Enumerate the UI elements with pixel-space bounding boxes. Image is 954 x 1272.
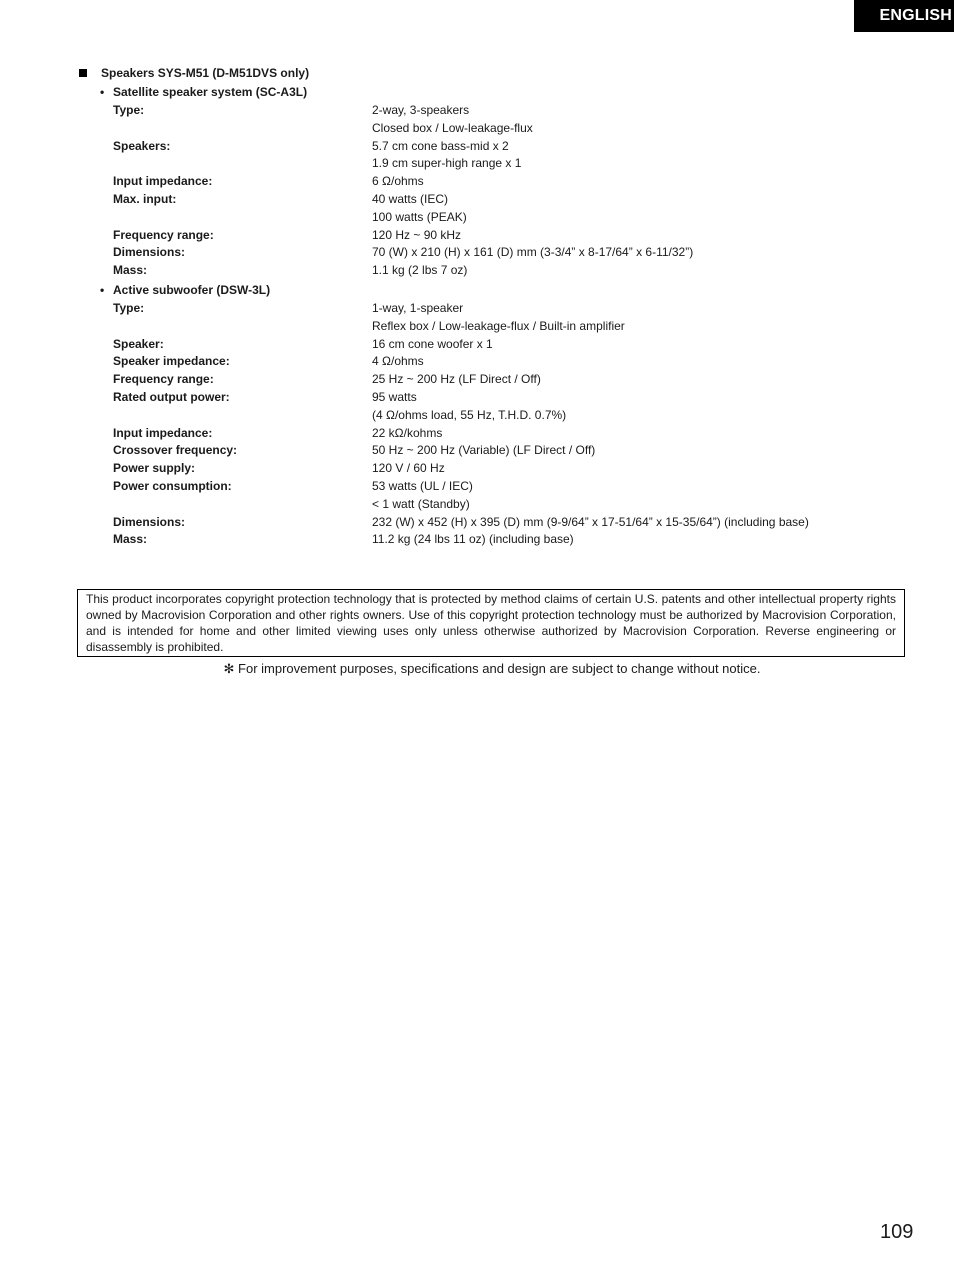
section-title: Speakers SYS-M51 (D-M51DVS only)	[101, 66, 310, 80]
spec-row	[78, 191, 938, 209]
spec-row	[78, 209, 938, 227]
spec-row	[78, 318, 938, 336]
spec-label: Dimensions:	[113, 245, 186, 260]
spec-row	[78, 514, 938, 532]
spec-value: 53 watts (UL / IEC)	[372, 478, 473, 493]
spec-label: Speaker:	[113, 336, 164, 351]
language-tab: ENGLISH	[854, 0, 954, 32]
spec-label: Type:	[113, 103, 145, 117]
disclaimer	[0, 661, 954, 677]
bullet-icon: •	[100, 85, 105, 99]
spec-label	[78, 120, 372, 138]
satellite-title: Satellite speaker system (SC-A3L)	[113, 85, 308, 99]
spec-label: Power supply:	[113, 461, 196, 476]
spec-row	[78, 496, 938, 514]
spec-value: 22 kΩ/kohms	[372, 425, 443, 440]
spec-value: (4 Ω/ohms load, 55 Hz, T.H.D. 0.7%)	[372, 407, 567, 422]
spec-value: Closed box / Low-leakage-flux	[372, 120, 533, 135]
spec-label: Frequency range:	[113, 227, 214, 242]
spec-value: 1.9 cm super-high range x 1	[372, 156, 522, 171]
page-number: 109	[880, 1221, 914, 1243]
spec-row	[78, 353, 938, 371]
spec-label: Frequency range:	[113, 372, 214, 387]
spec-value: Reflex box / Low-leakage-flux / Built-in amplifier	[372, 318, 625, 333]
satellite-spec-list	[78, 102, 938, 280]
spec-row	[78, 531, 938, 549]
spec-value: 11.2 kg (24 lbs 11 oz) (including base)	[372, 532, 574, 547]
spec-row	[78, 262, 938, 280]
spec-row	[78, 173, 938, 191]
spec-value: 1.1 kg (2 lbs 7 oz)	[372, 263, 468, 278]
spec-value: 120 Hz ~ 90 kHz	[372, 227, 462, 242]
spec-label: Input impedance:	[113, 174, 213, 189]
spec-row	[78, 478, 938, 496]
spec-row	[78, 371, 938, 389]
spec-row	[78, 407, 938, 425]
spec-row	[78, 460, 938, 478]
spec-row	[78, 300, 938, 318]
spec-label	[78, 407, 372, 425]
satellite-heading	[78, 82, 938, 102]
spec-label: Mass:	[113, 532, 148, 547]
spec-label: Rated output power:	[113, 389, 230, 404]
subwoofer-heading	[78, 280, 938, 300]
spec-label: Crossover frequency:	[113, 443, 238, 458]
spec-value: 40 watts (IEC)	[372, 191, 449, 206]
spec-value: 1-way, 1-speaker	[372, 300, 464, 315]
spec-value: 100 watts (PEAK)	[372, 209, 467, 224]
spec-value: 2-way, 3-speakers	[372, 103, 470, 117]
square-bullet-icon	[79, 69, 87, 77]
spec-row	[78, 389, 938, 407]
asterisk-icon: ✻	[223, 661, 235, 676]
spec-value: 25 Hz ~ 200 Hz (LF Direct / Off)	[372, 372, 541, 387]
spec-value: 6 Ω/ohms	[372, 174, 424, 189]
copyright-notice: This product incorporates copyright protection technology that is protected by method claims of certain U.S. patents and other intellectual property rights owned by Macrovision Corporation and other rights owners. Use of this copyright protection technology must be authorized by Macrovision Corporation, and is intended for home and other limited viewing uses only unless otherwise authorized by Macrovision Corporation. Reverse engineering or disassembly is prohibited.	[77, 589, 905, 657]
spec-label	[78, 496, 372, 514]
spec-value: 120 V / 60 Hz	[372, 461, 445, 476]
spec-row	[78, 102, 938, 120]
spec-label: Input impedance:	[113, 425, 213, 440]
spec-label	[78, 209, 372, 227]
spec-value: 232 (W) x 452 (H) x 395 (D) mm (9-9/64” x 17-51/64” x 15-35/64”) (including base)	[372, 514, 809, 529]
specifications-section	[78, 64, 938, 549]
spec-label: Speaker impedance:	[113, 354, 230, 369]
spec-row	[78, 120, 938, 138]
spec-label: Type:	[113, 300, 145, 315]
spec-value: 50 Hz ~ 200 Hz (Variable) (LF Direct / Off)	[372, 443, 596, 458]
spec-label: Speakers:	[113, 138, 171, 153]
subwoofer-spec-list	[78, 300, 938, 549]
spec-row	[78, 442, 938, 460]
spec-value: 70 (W) x 210 (H) x 161 (D) mm (3-3/4” x 8-17/64” x 6-11/32”)	[372, 245, 694, 260]
spec-value: 95 watts	[372, 389, 417, 404]
spec-row	[78, 155, 938, 173]
bullet-icon: •	[100, 282, 105, 297]
spec-row	[78, 138, 938, 156]
spec-value: 4 Ω/ohms	[372, 354, 424, 369]
spec-row	[78, 244, 938, 262]
section-heading	[78, 64, 938, 82]
spec-label: Power consumption:	[113, 478, 232, 493]
spec-value: 5.7 cm cone bass-mid x 2	[372, 138, 509, 153]
spec-label: Dimensions:	[113, 514, 186, 529]
spec-row	[78, 227, 938, 245]
spec-row	[78, 425, 938, 443]
spec-value: 16 cm cone woofer x 1	[372, 336, 493, 351]
disclaimer-text: For improvement purposes, specifications and design are subject to change without notice.	[238, 661, 761, 676]
spec-label: Mass:	[113, 263, 148, 278]
spec-value: < 1 watt (Standby)	[372, 496, 470, 511]
spec-label	[78, 318, 372, 336]
subwoofer-title: Active subwoofer (DSW-3L)	[113, 282, 271, 297]
spec-row	[78, 336, 938, 354]
spec-label: Max. input:	[113, 191, 177, 206]
spec-label	[78, 155, 372, 173]
